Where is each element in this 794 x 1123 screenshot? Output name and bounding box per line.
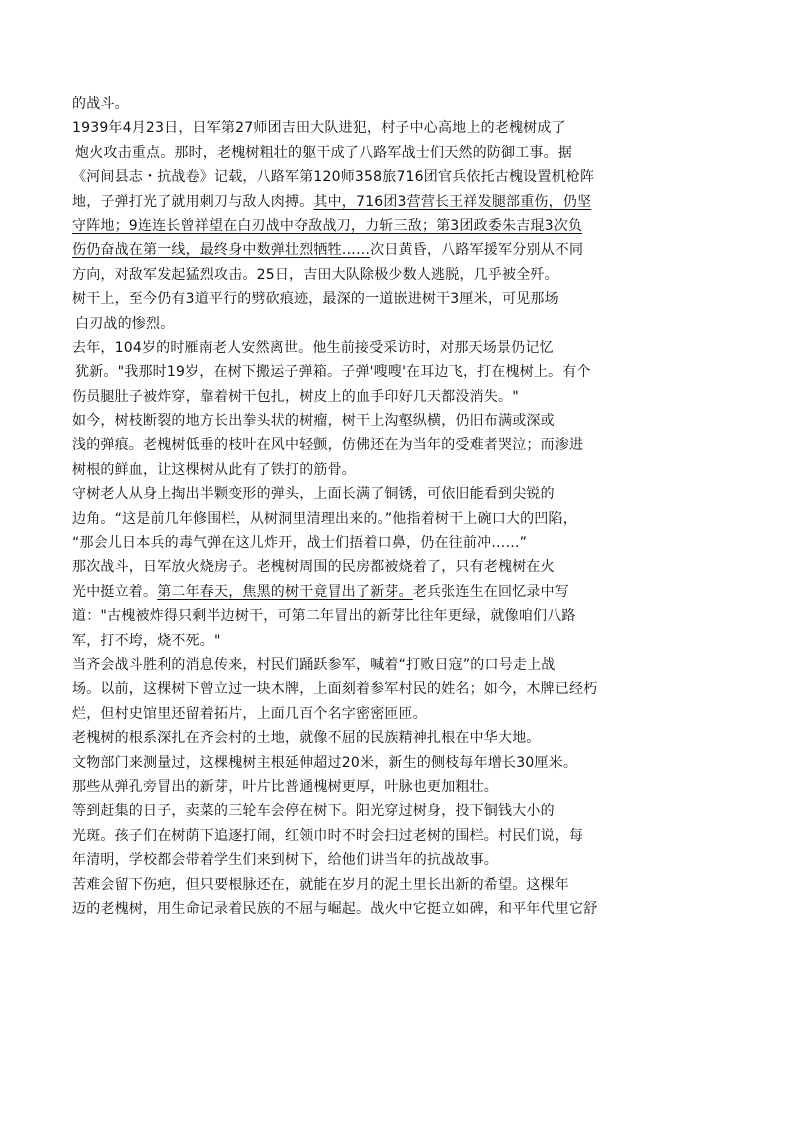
text-line [72, 580, 612, 604]
text-line: 军，打不垮，烧不死。" [72, 632, 221, 649]
text-line: 等到赶集的日子，卖菜的三轮车会停在树下。阳光穿过树身，投下铜钱大小的 [72, 803, 555, 820]
text-line [72, 238, 612, 262]
text-line: 那些从弹孔旁冒出的新芽，叶片比普通槐树更厚，叶脉也更加粗壮。 [72, 778, 498, 795]
underlined-text-segment: 第二年春天，焦黑的树干竟冒出了新芽。 [157, 583, 413, 600]
text-line: 年清明，学校都会带着学生们来到树下，给他们讲当年的抗战故事。 [72, 852, 498, 869]
text-line [72, 190, 612, 214]
article-body [72, 92, 612, 921]
text-line: 那次战斗，日军放火烧房子。老槐树周围的民房都被烧着了，只有老槐树在火 [72, 559, 555, 576]
text-segment: 地，子弹打光了就用刺刀与敌人肉搏。 [72, 193, 314, 210]
text-line: 守树老人从身上掏出半颗变形的弹头，上面长满了铜锈，可依旧能看到尖锐的 [72, 486, 555, 503]
text-line: 白刃战的惨烈。 [75, 315, 175, 332]
text-line: 当齐会战斗胜利的消息传来，村民们踊跃参军，喊着“打败日寇”的口号走上战 [72, 656, 556, 673]
text-segment: 老兵张连生在回忆录中写 [412, 583, 570, 600]
text-line: 方向，对敌军发起猛烈攻击。25日，吉田大队除极少数人逃脱，几乎被全歼。 [72, 266, 559, 283]
text-line: 1939年4月23日，日军第27师团吉田大队进犯，村子中心高地上的老槐树成了 [72, 120, 566, 137]
text-line: 去年，104岁的时雁南老人安然离世。他生前接受采访时，对那天场景仍记忆 [72, 339, 554, 356]
text-line [72, 214, 612, 238]
text-segment: 次日黄昏，八路军援军分别从不同 [370, 242, 584, 259]
underlined-text-segment: 其中，716团3营营长王祥发腿部重伤，仍坚 [313, 193, 592, 210]
underlined-text-segment: 伤仍奋战在第一线，最终身中数弹壮烈牺牲…… [72, 242, 371, 259]
text-line: 树干上，至今仍有3道平行的劈砍痕迹，最深的一道嵌进树干3厘米，可见那场 [72, 291, 559, 308]
text-line: 边角。“这是前几年修围栏，从树洞里清理出来的。”他指着树干上碗口大的凹陷， [72, 510, 577, 527]
text-line: 老槐树的根系深扎在齐会村的土地，就像不屈的民族精神扎根在中华大地。 [72, 730, 541, 747]
underlined-text-segment: 守阵地；9连连长曾祥望在白刃战中夺敌战刀，力斩三敌；第3团政委朱吉琨3次负 [72, 217, 583, 234]
text-line: 如今，树枝断裂的地方长出拳头状的树瘤，树干上沟壑纵横，仍旧布满或深或 [72, 413, 555, 430]
text-line: 道："古槐被炸得只剩半边树干，可第二年冒出的新芽比往年更绿，就像咱们八路 [72, 608, 576, 625]
text-line: 树根的鲜血，让这棵树从此有了铁打的筋骨。 [72, 461, 356, 478]
text-line: 迈的老槐树，用生命记录着民族的不屈与崛起。战火中它挺立如碑，和平年代里它舒 [72, 900, 598, 917]
text-line: “那会儿日本兵的毒气弹在这儿炸开，战士们捂着口鼻，仍在往前冲……” [72, 535, 528, 552]
text-line: 《河间县志・抗战卷》记载，八路军第120师358旅716团官兵依托古槐设置机枪阵 [72, 169, 595, 186]
text-segment: 光中挺立着。 [72, 583, 158, 600]
text-line: 场。以前，这棵树下曾立过一块木牌，上面刻着参军村民的姓名；如今，木牌已经朽 [72, 681, 598, 698]
text-line: 文物部门来测量过，这棵槐树主根延伸超过20米，新生的侧枝每年增长30厘米。 [72, 754, 578, 771]
text-line: 苦难会留下伤疤，但只要根脉还在，就能在岁月的泥土里长出新的希望。这棵年 [72, 876, 569, 893]
text-line: 伤员腿肚子被炸穿，靠着树干包扎，树皮上的血手印好几天都没消失。" [72, 388, 519, 405]
text-line: 光斑。孩子们在树荫下追逐打闹，红领巾时不时会扫过老树的围栏。村民们说，每 [72, 827, 584, 844]
text-line: 的战斗。 [72, 96, 129, 112]
text-line: 浅的弹痕。老槐树低垂的枝叶在风中轻颤，仿佛还在为当年的受难者哭泣；而渗进 [72, 437, 584, 454]
text-line: 犹新。"我那时19岁，在树下搬运子弹箱。子弹'嗖嗖'在耳边飞，打在槐树上。有个 [75, 364, 591, 381]
text-line: 炮火攻击重点。那时，老槐树粗壮的躯干成了八路军战士们天然的防御工事。据 [75, 144, 572, 161]
text-line: 烂，但村史馆里还留着拓片，上面几百个名字密密匝匝。 [72, 705, 427, 722]
